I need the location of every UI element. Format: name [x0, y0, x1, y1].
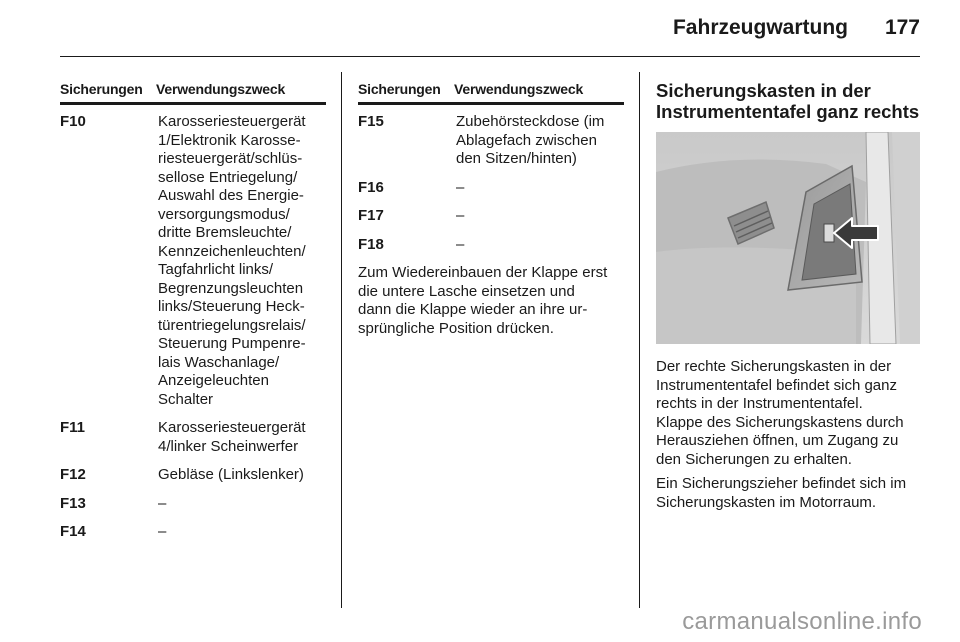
fuse-id: F10: [60, 113, 86, 130]
table-row: [60, 495, 326, 514]
fuse-table-part-2: [358, 80, 624, 344]
table-header-fuse: Sicherungen: [358, 81, 441, 97]
fuse-id: F15: [358, 113, 384, 130]
fuse-purpose: Karosseriesteuergerät 1/Elektronik Karosse- riesteuergerät/schlüs- sellose Entriegelung/ Auswahl des Energie- versorgungsmodus/ dritte Bremsleuchte/ Kennzeichenleuchten/ Tagfahrlicht links/ Begrenzungsleuchten links/Steuerung Heck- türentriegelungsrelais/ Steuerung Pumpenre- lais Waschanlage/ Anzeigeleuchten Schalter: [158, 113, 306, 408]
right-fuse-box-section: [656, 80, 920, 518]
table-row: [60, 113, 326, 409]
fuse-table-header: [358, 80, 624, 98]
table-header-purpose: Verwendungszweck: [454, 81, 584, 97]
section-paragraph-1: Der rechte Sicherungskasten in der Instrumententafel befindet sich ganz rechts in der Instrumententafel. Klappe des Sicherungskastens durch Herausziehen öffnen, um Zugang zu den Sicherungen zu erhalten.: [656, 358, 904, 468]
section-heading: Sicherungskasten in der Instrumententafel ganz rechts: [656, 80, 920, 122]
fuse-id: F16: [358, 178, 384, 196]
table-row: [358, 179, 624, 198]
watermark: carmanualsonline.info: [682, 608, 922, 635]
header-divider: [60, 56, 920, 57]
fuse-purpose: Gebläse (Linkslenker): [158, 466, 304, 483]
table-header-purpose: Verwendungszweck: [156, 81, 286, 97]
table-row: [358, 207, 624, 226]
fuse-purpose: –: [456, 178, 465, 196]
fuse-id: F12: [60, 466, 86, 483]
section-paragraph-2: Ein Sicherungszieher befindet sich im Sicherungskasten im Motorraum.: [656, 475, 907, 511]
column-divider-2: [639, 72, 640, 608]
reinstall-instructions: Zum Wiedereinbauen der Klappe erst die untere Lasche einsetzen und dann die Klappe wieder an ihre ur- sprüngliche Position drücken.: [358, 264, 608, 337]
fuse-id: F14: [60, 523, 86, 540]
fuse-id: F17: [358, 207, 384, 224]
fuse-id: F18: [358, 235, 384, 253]
fuse-id: F13: [60, 494, 86, 512]
table-header-rule: [358, 102, 624, 105]
table-header-rule: [60, 102, 326, 105]
fuse-purpose: –: [158, 494, 167, 512]
fuse-table-header: [60, 80, 326, 98]
table-row: [60, 419, 326, 456]
page-header-title: Fahrzeugwartung: [672, 16, 848, 39]
fuse-purpose: –: [158, 523, 167, 540]
page-number: 177: [884, 16, 920, 39]
table-row: [60, 466, 326, 485]
table-row: [358, 113, 624, 169]
table-row: [358, 236, 624, 255]
table-row: [60, 523, 326, 542]
fuse-purpose: –: [456, 235, 465, 253]
fuse-box-illustration: [656, 132, 920, 344]
fuse-purpose: Zubehörsteckdose (im Ablagefach zwischen den Sitzen/hinten): [456, 113, 605, 167]
fuse-purpose: Karosseriesteuergerät 4/linker Scheinwerfer: [158, 419, 306, 455]
fuse-purpose: –: [456, 207, 465, 224]
fuse-table-part-1: [60, 80, 326, 552]
column-divider-1: [341, 72, 342, 608]
fuse-id: F11: [60, 419, 86, 436]
table-header-fuse: Sicherungen: [60, 81, 143, 97]
